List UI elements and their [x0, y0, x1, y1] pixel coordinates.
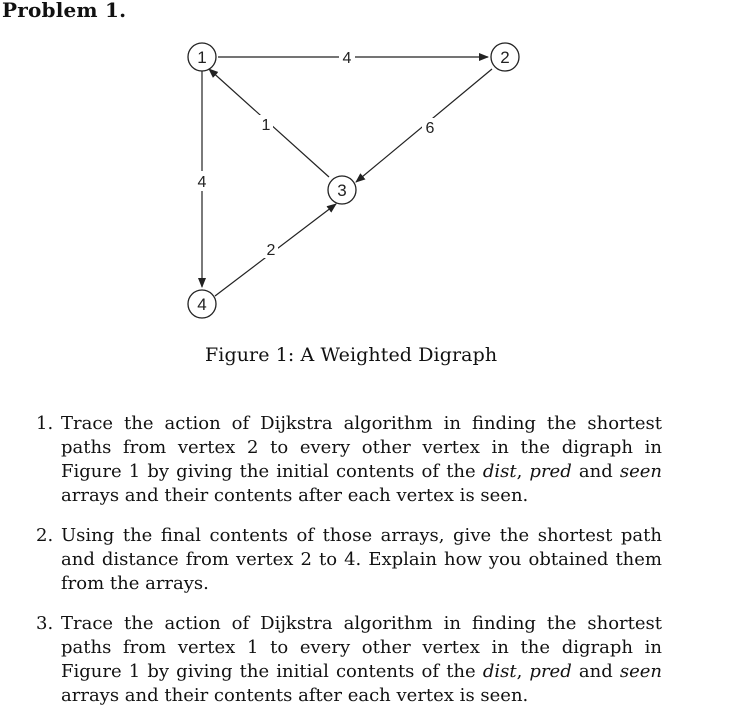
problem-heading: Problem 1.	[2, 0, 127, 22]
node-4	[188, 290, 216, 318]
problem-number: 1.	[36, 413, 54, 434]
problem-item-1	[36, 412, 662, 508]
node-3	[328, 176, 356, 204]
node-label-4: 4	[197, 295, 207, 314]
edge-weight-4-3: 2	[266, 242, 276, 259]
node-2	[491, 43, 519, 71]
edge-weight-1-4: 4	[197, 174, 207, 191]
node-label-3: 3	[337, 181, 347, 200]
problem-text: Trace the action of Dijkstra algorithm in finding the shortest paths from vertex 2 to every other vertex in the digraph in Figure 1 by giving the initial contents of the dist, pred and seen arrays and their contents after each vertex is seen.	[61, 413, 662, 506]
edge-weight-1-2: 4	[342, 50, 352, 67]
problem-item-3	[36, 612, 662, 708]
figure-caption: Figure 1: A Weighted Digraph	[205, 344, 498, 366]
edge-weight-3-1: 1	[261, 117, 271, 134]
problem-text: Trace the action of Dijkstra algorithm in finding the shortest paths from vertex 1 to every other vertex in the digraph in Figure 1 by giving the initial contents of the dist, pred and seen arrays and their contents after each vertex is seen.	[61, 613, 662, 706]
problem-text: Using the final contents of those arrays, give the shortest path and distance from vertex 2 to 4. Explain how you obtained them from the arrays.	[61, 525, 662, 594]
edge-weight-2-3: 6	[425, 120, 435, 137]
node-label-1: 1	[197, 48, 207, 67]
problem-number: 2.	[36, 525, 54, 546]
problem-item-2	[36, 524, 662, 596]
weighted-digraph	[0, 0, 732, 340]
node-label-2: 2	[500, 48, 510, 67]
problem-number: 3.	[36, 613, 54, 634]
problem-list	[36, 412, 662, 724]
node-1	[188, 43, 216, 71]
